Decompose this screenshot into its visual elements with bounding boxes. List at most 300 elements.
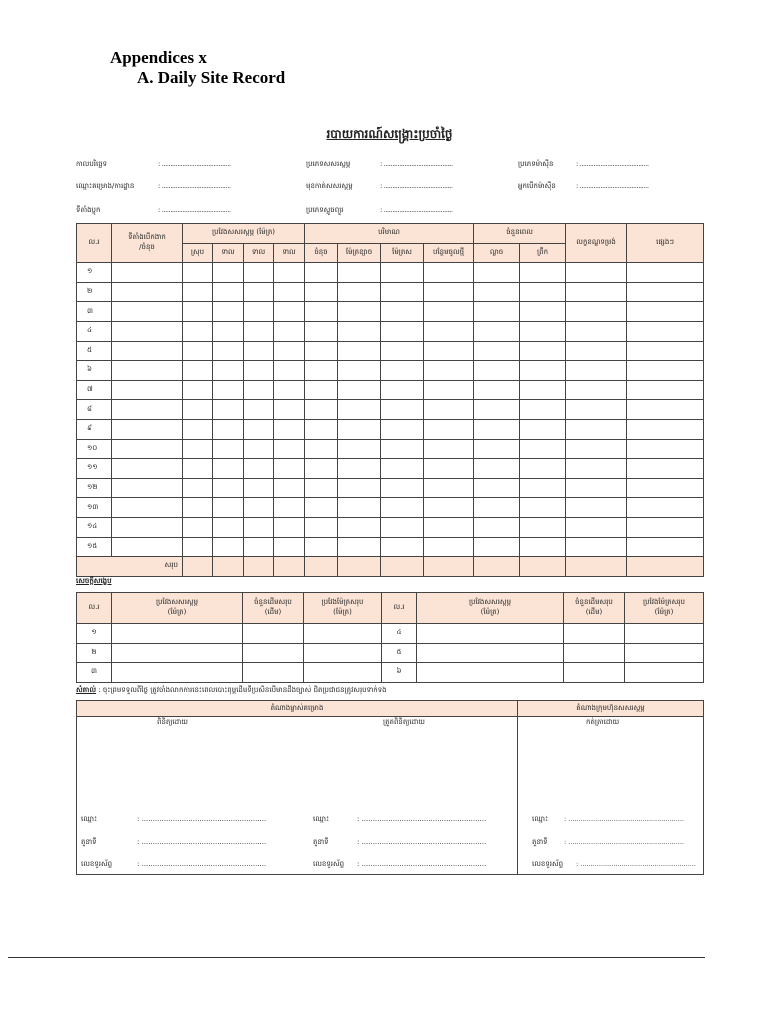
table-cell[interactable]: [474, 302, 520, 322]
table-cell[interactable]: [305, 459, 338, 479]
sign-inspector-position-field[interactable]: : ........................................................: [357, 838, 487, 846]
table-cell[interactable]: [520, 439, 566, 459]
table-cell[interactable]: [381, 380, 424, 400]
info-project-name-value[interactable]: : ........................................: [158, 182, 231, 190]
sign-inspector-name-field[interactable]: : ........................................................: [357, 815, 487, 823]
summary-cell[interactable]: [564, 663, 625, 683]
table-cell[interactable]: [244, 478, 274, 498]
table-cell[interactable]: [424, 380, 474, 400]
table-cell[interactable]: [305, 302, 338, 322]
table-cell[interactable]: [520, 321, 566, 341]
table-cell[interactable]: [381, 439, 424, 459]
table-cell[interactable]: [112, 302, 183, 322]
table-cell[interactable]: [424, 478, 474, 498]
table-cell[interactable]: [213, 361, 244, 381]
summary-header-no-2: ល.រ: [382, 593, 417, 624]
table-cell[interactable]: [305, 419, 338, 439]
sign-recorder-name-field[interactable]: : ........................................................: [564, 815, 684, 823]
table-cell[interactable]: [274, 361, 305, 381]
table-cell[interactable]: [520, 263, 566, 283]
summary-cell[interactable]: [112, 624, 243, 644]
table-row: [77, 419, 704, 439]
summary-label: សេចក្តីសង្ខេប: [76, 577, 112, 585]
sign-recorder-phone-field[interactable]: : ........................................................: [576, 860, 696, 868]
table-cell[interactable]: [112, 400, 183, 420]
info-crane-type-value[interactable]: : ........................................: [380, 206, 453, 214]
col-header-condition: លក្ខខណ្ឌទម្រង់: [566, 224, 627, 263]
table-cell[interactable]: [183, 282, 213, 302]
table-cell[interactable]: [305, 282, 338, 302]
table-cell[interactable]: [381, 517, 424, 537]
info-pile-section-value[interactable]: : ........................................: [380, 182, 453, 190]
table-cell[interactable]: [213, 341, 244, 361]
table-cell[interactable]: [244, 302, 274, 322]
table-cell[interactable]: [474, 459, 520, 479]
table-cell[interactable]: [520, 459, 566, 479]
table-cell[interactable]: [424, 263, 474, 283]
table-cell[interactable]: [566, 459, 627, 479]
table-cell[interactable]: [627, 419, 704, 439]
sign-reviewer-name-field[interactable]: : ........................................................: [137, 815, 267, 823]
table-cell[interactable]: [244, 419, 274, 439]
table-cell[interactable]: [305, 321, 338, 341]
table-cell[interactable]: [183, 459, 213, 479]
table-cell[interactable]: [183, 341, 213, 361]
table-cell[interactable]: [112, 419, 183, 439]
table-cell[interactable]: [183, 380, 213, 400]
table-cell[interactable]: [112, 517, 183, 537]
table-cell[interactable]: [305, 537, 338, 557]
table-cell[interactable]: [424, 517, 474, 537]
table-row: [77, 478, 704, 498]
summary-header-count-title: ចំនួនដើមសរុប: [254, 598, 292, 606]
summary-cell[interactable]: [304, 643, 382, 663]
table-cell[interactable]: [474, 282, 520, 302]
row-number: ២: [77, 282, 112, 302]
table-cell[interactable]: [338, 400, 381, 420]
table-cell[interactable]: [183, 498, 213, 518]
table-cell[interactable]: [381, 361, 424, 381]
summary-row: [77, 643, 704, 663]
table-cell[interactable]: [338, 361, 381, 381]
table-cell[interactable]: [274, 478, 305, 498]
sign-inspector-title: ត្រួតពិនិត្យដោយ: [383, 718, 425, 726]
table-cell[interactable]: [566, 302, 627, 322]
table-cell[interactable]: [305, 498, 338, 518]
summary-cell[interactable]: [304, 624, 382, 644]
total-cell[interactable]: [381, 557, 424, 577]
row-number: ១៥: [77, 537, 112, 557]
summary-header-length: [112, 593, 243, 624]
table-cell[interactable]: [274, 400, 305, 420]
table-cell[interactable]: [474, 341, 520, 361]
table-cell[interactable]: [183, 439, 213, 459]
table-cell[interactable]: [566, 478, 627, 498]
table-row: [77, 361, 704, 381]
summary-cell[interactable]: [112, 643, 243, 663]
table-cell[interactable]: [112, 478, 183, 498]
table-cell[interactable]: [213, 263, 244, 283]
table-cell[interactable]: [338, 419, 381, 439]
col-header-material-3: ម៉ែត្រស: [381, 243, 424, 263]
table-cell[interactable]: [381, 302, 424, 322]
table-cell[interactable]: [274, 459, 305, 479]
summary-header-length-title-2: ប្រវែងសសរស្តម្ភ: [468, 598, 512, 606]
total-cell[interactable]: [627, 557, 704, 577]
summary-table: [76, 592, 704, 683]
table-cell[interactable]: [112, 341, 183, 361]
summary-cell[interactable]: [243, 624, 304, 644]
row-number: ១៤: [77, 517, 112, 537]
table-cell[interactable]: [338, 537, 381, 557]
sign-reviewer-phone: [81, 860, 267, 870]
table-cell[interactable]: [381, 400, 424, 420]
info-pile-type: [306, 160, 453, 170]
summary-row: [77, 624, 704, 644]
table-cell[interactable]: [424, 321, 474, 341]
col-header-length-3: ទាល: [244, 243, 274, 263]
table-cell[interactable]: [520, 537, 566, 557]
table-cell[interactable]: [627, 478, 704, 498]
table-cell[interactable]: [274, 341, 305, 361]
table-cell[interactable]: [424, 439, 474, 459]
table-cell[interactable]: [274, 537, 305, 557]
table-cell[interactable]: [213, 439, 244, 459]
table-cell[interactable]: [338, 321, 381, 341]
table-cell[interactable]: [381, 459, 424, 479]
table-cell[interactable]: [474, 439, 520, 459]
table-cell[interactable]: [566, 341, 627, 361]
table-cell[interactable]: [244, 537, 274, 557]
info-block-location-label: ទីតាំងប្លុក: [76, 206, 101, 214]
table-cell[interactable]: [183, 419, 213, 439]
table-row: [77, 517, 704, 537]
table-cell[interactable]: [627, 459, 704, 479]
table-cell[interactable]: [274, 498, 305, 518]
table-cell[interactable]: [183, 537, 213, 557]
info-crane-type-label: ប្រភេទស្ទូចព្យួរ: [306, 206, 344, 214]
row-number: ៧: [77, 380, 112, 400]
table-cell[interactable]: [183, 517, 213, 537]
table-cell[interactable]: [474, 419, 520, 439]
table-cell[interactable]: [274, 439, 305, 459]
col-header-no: ល.រ: [77, 224, 112, 263]
table-cell[interactable]: [274, 517, 305, 537]
table-cell[interactable]: [520, 302, 566, 322]
summary-header-total-title: ប្រវែងម៉ែត្រសរុប: [321, 598, 364, 606]
table-cell[interactable]: [566, 400, 627, 420]
table-cell[interactable]: [244, 361, 274, 381]
daily-site-record-form: [76, 126, 703, 874]
row-number: ៦: [77, 361, 112, 381]
table-cell[interactable]: [244, 341, 274, 361]
total-cell[interactable]: [274, 557, 305, 577]
table-cell[interactable]: [213, 302, 244, 322]
table-cell[interactable]: [381, 537, 424, 557]
table-cell[interactable]: [520, 478, 566, 498]
summary-cell[interactable]: [243, 663, 304, 683]
table-cell[interactable]: [274, 282, 305, 302]
table-cell[interactable]: [474, 263, 520, 283]
table-cell[interactable]: [424, 498, 474, 518]
table-cell[interactable]: [424, 537, 474, 557]
table-cell[interactable]: [183, 302, 213, 322]
table-cell[interactable]: [244, 380, 274, 400]
table-cell[interactable]: [474, 537, 520, 557]
table-cell[interactable]: [305, 361, 338, 381]
table-cell[interactable]: [520, 400, 566, 420]
table-cell[interactable]: [244, 400, 274, 420]
table-cell[interactable]: [381, 498, 424, 518]
table-cell[interactable]: [183, 321, 213, 341]
sign-owner-area: [77, 717, 518, 875]
footer-rule: [8, 957, 705, 958]
table-cell[interactable]: [381, 341, 424, 361]
table-cell[interactable]: [274, 380, 305, 400]
table-cell[interactable]: [520, 498, 566, 518]
table-cell[interactable]: [112, 321, 183, 341]
info-project-name-label: ឈ្មោះគម្រោង/ការដ្ឋាន: [76, 182, 135, 190]
table-cell[interactable]: [566, 263, 627, 283]
table-cell[interactable]: [474, 361, 520, 381]
total-cell[interactable]: [474, 557, 520, 577]
summary-header-no: ល.រ: [77, 593, 112, 624]
table-cell[interactable]: [213, 282, 244, 302]
table-cell[interactable]: [338, 459, 381, 479]
total-cell[interactable]: [338, 557, 381, 577]
total-cell[interactable]: [213, 557, 244, 577]
table-cell[interactable]: [520, 517, 566, 537]
summary-cell[interactable]: [112, 663, 243, 683]
table-cell[interactable]: [627, 361, 704, 381]
table-cell[interactable]: [424, 400, 474, 420]
summary-cell[interactable]: [243, 643, 304, 663]
table-cell[interactable]: [381, 282, 424, 302]
table-cell[interactable]: [424, 459, 474, 479]
table-row: [77, 282, 704, 302]
table-cell[interactable]: [566, 439, 627, 459]
table-cell[interactable]: [627, 341, 704, 361]
table-cell[interactable]: [183, 478, 213, 498]
table-cell[interactable]: [274, 321, 305, 341]
table-cell[interactable]: [424, 282, 474, 302]
table-cell[interactable]: [338, 263, 381, 283]
total-cell[interactable]: [566, 557, 627, 577]
col-header-material-4: បន្ថែមចូលថ្មី: [424, 243, 474, 263]
table-cell[interactable]: [566, 361, 627, 381]
table-cell[interactable]: [627, 321, 704, 341]
summary-cell[interactable]: [564, 643, 625, 663]
table-cell[interactable]: [112, 263, 183, 283]
table-cell[interactable]: [274, 419, 305, 439]
row-number: ៣: [77, 302, 112, 322]
sign-recorder-position-field[interactable]: : ........................................................: [564, 838, 684, 846]
row-number: ៥: [77, 341, 112, 361]
table-cell[interactable]: [627, 517, 704, 537]
summary-cell[interactable]: [417, 643, 564, 663]
table-cell[interactable]: [213, 400, 244, 420]
table-cell[interactable]: [566, 321, 627, 341]
table-cell[interactable]: [305, 517, 338, 537]
sign-inspector-phone-field[interactable]: : ........................................................: [357, 860, 487, 868]
table-cell[interactable]: [244, 282, 274, 302]
summary-row-number: ២: [77, 643, 112, 663]
table-cell[interactable]: [213, 537, 244, 557]
table-cell[interactable]: [627, 380, 704, 400]
info-date-value[interactable]: : ........................................: [158, 160, 231, 168]
total-cell[interactable]: [244, 557, 274, 577]
table-cell[interactable]: [474, 478, 520, 498]
sign-reviewer-position-field[interactable]: : ........................................................: [137, 838, 267, 846]
table-cell[interactable]: [244, 263, 274, 283]
table-cell[interactable]: [381, 263, 424, 283]
table-row: [77, 439, 704, 459]
table-cell[interactable]: [474, 380, 520, 400]
table-cell[interactable]: [112, 537, 183, 557]
table-cell[interactable]: [213, 380, 244, 400]
table-cell[interactable]: [305, 341, 338, 361]
table-cell[interactable]: [244, 517, 274, 537]
table-cell[interactable]: [627, 302, 704, 322]
table-cell[interactable]: [566, 419, 627, 439]
table-cell[interactable]: [213, 459, 244, 479]
table-cell[interactable]: [112, 498, 183, 518]
table-cell[interactable]: [338, 478, 381, 498]
table-cell[interactable]: [183, 400, 213, 420]
table-cell[interactable]: [213, 478, 244, 498]
table-cell[interactable]: [566, 537, 627, 557]
table-cell[interactable]: [338, 380, 381, 400]
info-machine-type-value[interactable]: : ........................................: [576, 160, 649, 168]
table-row: [77, 459, 704, 479]
table-cell[interactable]: [474, 321, 520, 341]
table-cell[interactable]: [183, 263, 213, 283]
table-cell[interactable]: [338, 302, 381, 322]
summary-cell[interactable]: [625, 643, 704, 663]
table-cell[interactable]: [112, 459, 183, 479]
table-row: [77, 302, 704, 322]
col-header-length-1: ស្រុប: [183, 243, 213, 263]
info-block-location-value[interactable]: : ........................................: [158, 206, 231, 214]
sign-reviewer-phone-field[interactable]: : ........................................................: [137, 860, 267, 868]
table-cell[interactable]: [424, 302, 474, 322]
table-cell[interactable]: [305, 400, 338, 420]
table-cell[interactable]: [474, 517, 520, 537]
daily-record-body: [77, 263, 704, 557]
table-cell[interactable]: [520, 419, 566, 439]
table-cell[interactable]: [338, 282, 381, 302]
signature-table: [76, 700, 704, 875]
table-cell[interactable]: [305, 439, 338, 459]
table-cell[interactable]: [112, 439, 183, 459]
total-cell[interactable]: [183, 557, 213, 577]
table-cell[interactable]: [338, 341, 381, 361]
total-cell[interactable]: [305, 557, 338, 577]
table-cell[interactable]: [338, 517, 381, 537]
table-cell[interactable]: [424, 361, 474, 381]
sign-reviewer-position: [81, 838, 267, 848]
sign-reviewer-title: ពិនិត្យដោយ: [157, 718, 188, 726]
info-machine-type: [518, 160, 649, 170]
table-cell[interactable]: [627, 400, 704, 420]
table-cell[interactable]: [213, 419, 244, 439]
table-cell[interactable]: [424, 419, 474, 439]
table-cell[interactable]: [274, 302, 305, 322]
info-pile-type-value[interactable]: : ........................................: [380, 160, 453, 168]
table-cell[interactable]: [520, 282, 566, 302]
table-cell[interactable]: [627, 263, 704, 283]
table-cell[interactable]: [183, 361, 213, 381]
table-cell[interactable]: [305, 263, 338, 283]
table-cell[interactable]: [566, 517, 627, 537]
table-cell[interactable]: [112, 361, 183, 381]
table-cell[interactable]: [213, 517, 244, 537]
sign-inspector-name-label: ឈ្មោះ: [313, 815, 330, 823]
table-cell[interactable]: [244, 498, 274, 518]
table-cell[interactable]: [112, 282, 183, 302]
table-cell[interactable]: [566, 380, 627, 400]
note-label: សំគាល់: [76, 686, 96, 694]
table-cell[interactable]: [213, 498, 244, 518]
table-cell[interactable]: [627, 439, 704, 459]
table-cell[interactable]: [627, 537, 704, 557]
table-cell[interactable]: [424, 341, 474, 361]
table-cell[interactable]: [244, 459, 274, 479]
note: [76, 686, 387, 696]
table-cell[interactable]: [520, 341, 566, 361]
table-cell[interactable]: [381, 419, 424, 439]
summary-cell[interactable]: [625, 663, 704, 683]
sign-inspector-name: [313, 815, 487, 825]
row-number: ១២: [77, 478, 112, 498]
table-cell[interactable]: [474, 400, 520, 420]
info-operator-value[interactable]: : ........................................: [576, 182, 649, 190]
table-cell[interactable]: [627, 498, 704, 518]
summary-cell[interactable]: [625, 624, 704, 644]
summary-cell[interactable]: [417, 663, 564, 683]
table-cell[interactable]: [338, 498, 381, 518]
total-cell[interactable]: [424, 557, 474, 577]
summary-cell[interactable]: [564, 624, 625, 644]
sign-inspector-position: [313, 838, 487, 848]
summary-cell[interactable]: [417, 624, 564, 644]
table-cell[interactable]: [474, 498, 520, 518]
table-cell[interactable]: [338, 439, 381, 459]
table-cell[interactable]: [213, 321, 244, 341]
row-number: ១០: [77, 439, 112, 459]
table-cell[interactable]: [520, 361, 566, 381]
info-pile-section: [306, 182, 453, 192]
table-cell[interactable]: [627, 282, 704, 302]
summary-row-number: ៦: [382, 663, 417, 683]
table-cell[interactable]: [381, 321, 424, 341]
summary-row-number: ៣: [77, 663, 112, 683]
table-cell[interactable]: [112, 380, 183, 400]
table-cell[interactable]: [566, 498, 627, 518]
summary-cell[interactable]: [304, 663, 382, 683]
total-cell[interactable]: [520, 557, 566, 577]
table-cell[interactable]: [305, 380, 338, 400]
table-cell[interactable]: [305, 478, 338, 498]
table-cell[interactable]: [566, 282, 627, 302]
table-cell[interactable]: [244, 439, 274, 459]
table-cell[interactable]: [381, 478, 424, 498]
table-cell[interactable]: [274, 263, 305, 283]
table-cell[interactable]: [244, 321, 274, 341]
table-cell[interactable]: [520, 380, 566, 400]
table-row: [77, 537, 704, 557]
row-number: ១៣: [77, 498, 112, 518]
